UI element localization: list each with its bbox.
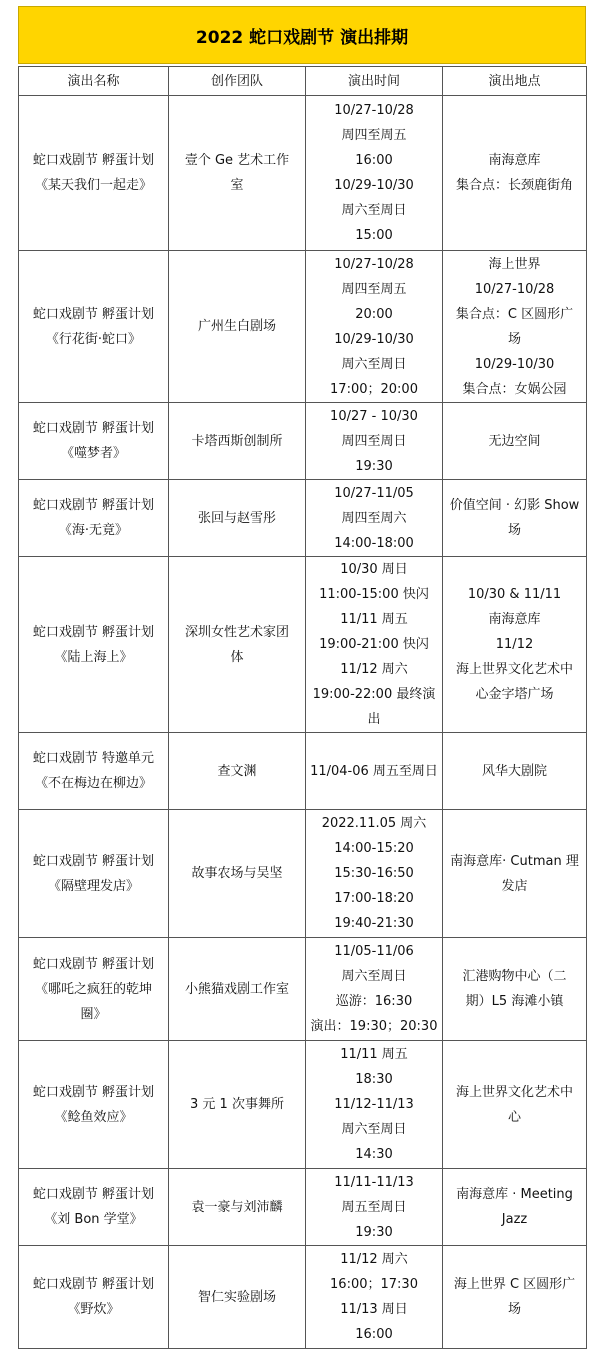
- cell-line: 故事农场与吴坚: [191, 866, 283, 881]
- page-title: 2022 蛇口戏剧节 演出排期: [18, 6, 586, 64]
- cell-line: 10/27-10/28: [334, 256, 414, 272]
- cell-name: [19, 96, 169, 251]
- cell-line: 场: [507, 331, 521, 347]
- header-name: 演出名称: [19, 67, 169, 96]
- cell-line: 19:30: [355, 458, 393, 474]
- cell-team: [169, 1041, 306, 1169]
- table-row: [19, 1041, 587, 1169]
- cell-venue: [443, 96, 587, 251]
- cell-line: 蛇口戏剧节 孵蛋计划: [32, 956, 155, 972]
- cell-line: 无边空间: [488, 433, 541, 449]
- cell-line: 海上世界: [488, 256, 541, 272]
- cell-line: 11/05-11/06: [334, 944, 414, 959]
- cell-line: 《海·无竟》: [58, 523, 129, 538]
- cell-line: Jazz: [501, 1212, 528, 1227]
- cell-line: 11:00-15:00 快闪: [319, 587, 429, 602]
- header-time: 演出时间: [306, 67, 443, 96]
- cell-venue: [443, 733, 587, 810]
- cell-line: 20:00: [355, 306, 393, 322]
- cell-line: 11/13 周日: [340, 1302, 408, 1317]
- cell-line: 10/27 - 10/30: [330, 408, 418, 424]
- cell-line: 11/12 周六: [340, 662, 408, 677]
- cell-line: 《野炊》: [67, 1302, 120, 1317]
- cell-line: 《行花街·蛇口》: [45, 331, 142, 347]
- cell-line: 19:40-21:30: [334, 916, 414, 931]
- cell-line: 价值空间 · 幻影 Show: [449, 498, 580, 513]
- cell-line: 《陆上海上》: [54, 649, 133, 665]
- header-venue: 演出地点: [443, 67, 587, 96]
- cell-name: [19, 480, 169, 557]
- cell-team: [169, 96, 306, 251]
- cell-name: [19, 1041, 169, 1169]
- table-row: [19, 1169, 587, 1246]
- cell-time: [306, 96, 443, 251]
- cell-line: 蛇口戏剧节 孵蛋计划: [32, 421, 155, 436]
- cell-line: 发店: [501, 878, 528, 894]
- cell-time: [306, 251, 443, 403]
- cell-line: 蛇口戏剧节 孵蛋计划: [32, 306, 155, 322]
- cell-line: 心金字塔广场: [475, 687, 554, 702]
- cell-line: 壹个 Ge 艺术工作: [184, 153, 290, 168]
- cell-line: 10/27-10/28: [474, 281, 555, 297]
- cell-line: 体: [230, 649, 244, 665]
- cell-line: 南海意库 · Meeting: [456, 1187, 573, 1202]
- cell-time: [306, 403, 443, 480]
- cell-line: 室: [230, 178, 244, 193]
- cell-line: 《不在梅边在柳边》: [34, 776, 152, 791]
- cell-line: 3 元 1 次事舞所: [190, 1097, 284, 1112]
- cell-line: 场: [507, 1302, 521, 1317]
- cell-line: 集合点：C 区圆形广: [455, 306, 574, 322]
- cell-venue: [443, 1041, 587, 1169]
- table-row: [19, 480, 587, 557]
- cell-name: [19, 810, 169, 938]
- cell-line: 11/12: [495, 637, 534, 652]
- cell-line: 19:00-21:00 快闪: [319, 637, 429, 652]
- cell-name: [19, 733, 169, 810]
- cell-line: 14:00-15:20: [334, 841, 414, 856]
- cell-line: 11/11 周五: [340, 612, 408, 627]
- cell-line: 卡塔西斯创制所: [191, 433, 283, 449]
- cell-line: 18:30: [355, 1072, 393, 1087]
- cell-line: 10/29-10/30: [474, 356, 555, 372]
- cell-line: 场: [507, 523, 521, 538]
- cell-line: 14:00-18:00: [334, 535, 414, 551]
- cell-line: 蛇口戏剧节 孵蛋计划: [32, 1187, 155, 1202]
- cell-name: [19, 1246, 169, 1349]
- cell-line: 周四至周六: [341, 510, 407, 526]
- cell-venue: [443, 1246, 587, 1349]
- cell-team: [169, 251, 306, 403]
- cell-line: 蛇口戏剧节 孵蛋计划: [32, 1084, 155, 1100]
- table-row: [19, 403, 587, 480]
- cell-time: [306, 733, 443, 810]
- cell-line: 圈》: [80, 1006, 107, 1022]
- table-row: [19, 938, 587, 1041]
- table-row: [19, 557, 587, 733]
- cell-line: 周六至周日: [341, 1122, 407, 1137]
- cell-line: 广州生白剧场: [197, 319, 276, 334]
- cell-line: 11/04-06 周五至周日: [310, 763, 438, 779]
- cell-line: 海上世界文化艺术中: [455, 662, 573, 677]
- cell-line: 周六至周日: [341, 356, 407, 372]
- cell-time: [306, 1041, 443, 1169]
- cell-line: 15:30-16:50: [334, 866, 414, 881]
- cell-line: 10/27-11/05: [334, 485, 414, 501]
- table-row: [19, 96, 587, 251]
- cell-line: 11/12-11/13: [334, 1097, 414, 1112]
- cell-line: 查文渊: [217, 763, 257, 779]
- table-row: [19, 733, 587, 810]
- cell-line: 《刘 Bon 学堂》: [44, 1212, 143, 1227]
- cell-line: 海上世界 C 区圆形广: [453, 1277, 576, 1292]
- cell-team: [169, 938, 306, 1041]
- cell-line: 周四至周五: [341, 281, 407, 297]
- table-row: [19, 1246, 587, 1349]
- cell-line: 10/27-10/28: [334, 103, 414, 118]
- cell-team: [169, 733, 306, 810]
- cell-team: [169, 1246, 306, 1349]
- cell-time: [306, 1246, 443, 1349]
- cell-venue: [443, 480, 587, 557]
- cell-team: [169, 810, 306, 938]
- cell-line: 小熊猫戏剧工作室: [184, 981, 289, 997]
- cell-line: 集合点：长颈鹿街角: [455, 178, 573, 193]
- cell-line: 南海意库· Cutman 理: [450, 853, 579, 869]
- cell-name: [19, 403, 169, 480]
- cell-time: [306, 938, 443, 1041]
- cell-line: 周六至周日: [341, 969, 407, 984]
- cell-line: 15:00: [355, 228, 393, 243]
- table-row: [19, 810, 587, 938]
- cell-team: [169, 403, 306, 480]
- cell-line: 袁一豪与刘沛麟: [191, 1199, 283, 1215]
- cell-name: [19, 251, 169, 403]
- cell-time: [306, 480, 443, 557]
- cell-line: 《某天我们一起走》: [34, 178, 152, 193]
- cell-venue: [443, 810, 587, 938]
- cell-line: 11/12 周六: [340, 1252, 408, 1267]
- cell-team: [169, 480, 306, 557]
- cell-line: 周四至周五: [341, 128, 407, 143]
- cell-line: 《哪吒之疯狂的乾坤: [34, 981, 152, 997]
- cell-line: 张回与赵雪彤: [197, 510, 276, 526]
- cell-line: 演出：19:30；20:30: [310, 1019, 438, 1034]
- cell-line: 巡游：16:30: [335, 994, 413, 1009]
- cell-line: 10/30 周日: [340, 562, 408, 577]
- cell-line: 10/29-10/30: [334, 331, 414, 347]
- cell-name: [19, 938, 169, 1041]
- cell-line: 《噬梦者》: [60, 446, 126, 461]
- cell-line: 10/29-10/30: [334, 178, 414, 193]
- cell-line: 周六至周日: [341, 203, 407, 218]
- cell-line: 期）L5 海滩小镇: [465, 994, 564, 1009]
- cell-line: 蛇口戏剧节 孵蛋计划: [32, 1277, 155, 1292]
- cell-line: 16:00；17:30: [330, 1277, 418, 1292]
- schedule-rows: [19, 96, 587, 1349]
- cell-line: 11/11 周五: [340, 1047, 408, 1062]
- cell-line: 蛇口戏剧节 孵蛋计划: [32, 624, 155, 640]
- cell-line: 南海意库: [488, 153, 541, 168]
- cell-line: 集合点：女娲公园: [462, 381, 567, 397]
- cell-line: 周四至周日: [341, 433, 407, 449]
- cell-line: 19:00-22:00 最终演出: [312, 687, 436, 727]
- cell-line: 海上世界文化艺术中: [455, 1084, 573, 1100]
- cell-venue: [443, 251, 587, 403]
- cell-line: 风华大剧院: [481, 763, 547, 779]
- cell-line: 《鲶鱼效应》: [54, 1109, 133, 1125]
- cell-line: 南海意库: [488, 612, 541, 627]
- cell-line: 14:30: [355, 1147, 393, 1162]
- cell-line: 智仁实验剧场: [197, 1289, 276, 1305]
- cell-line: 19:30: [355, 1224, 393, 1240]
- cell-name: [19, 1169, 169, 1246]
- cell-line: 17:00-18:20: [334, 891, 414, 906]
- cell-line: 蛇口戏剧节 孵蛋计划: [32, 498, 155, 513]
- cell-line: 周五至周日: [341, 1199, 407, 1215]
- cell-line: 16:00: [355, 1327, 393, 1342]
- table-row: [19, 251, 587, 403]
- cell-name: [19, 557, 169, 733]
- cell-team: [169, 557, 306, 733]
- cell-line: 心: [507, 1109, 521, 1125]
- cell-line: 10/30 & 11/11: [467, 587, 562, 602]
- cell-time: [306, 557, 443, 733]
- schedule-table: [18, 66, 587, 1349]
- cell-team: [169, 1169, 306, 1246]
- cell-time: [306, 810, 443, 938]
- cell-line: 16:00: [355, 153, 393, 168]
- cell-line: 蛇口戏剧节 孵蛋计划: [32, 153, 155, 168]
- cell-line: 蛇口戏剧节 孵蛋计划: [32, 853, 155, 869]
- cell-line: 蛇口戏剧节 特邀单元: [32, 751, 155, 766]
- cell-line: 17:00；20:00: [330, 381, 418, 397]
- cell-line: 2022.11.05 周六: [321, 816, 427, 831]
- cell-venue: [443, 557, 587, 733]
- cell-venue: [443, 403, 587, 480]
- cell-venue: [443, 1169, 587, 1246]
- cell-line: 汇港购物中心（二: [462, 969, 567, 984]
- cell-line: 《隔壁理发店》: [47, 878, 139, 894]
- header-team: 创作团队: [169, 67, 306, 96]
- cell-time: [306, 1169, 443, 1246]
- cell-line: 深圳女性艺术家团: [184, 624, 289, 640]
- header-row: [19, 67, 587, 96]
- cell-line: 11/11-11/13: [334, 1174, 414, 1190]
- cell-venue: [443, 938, 587, 1041]
